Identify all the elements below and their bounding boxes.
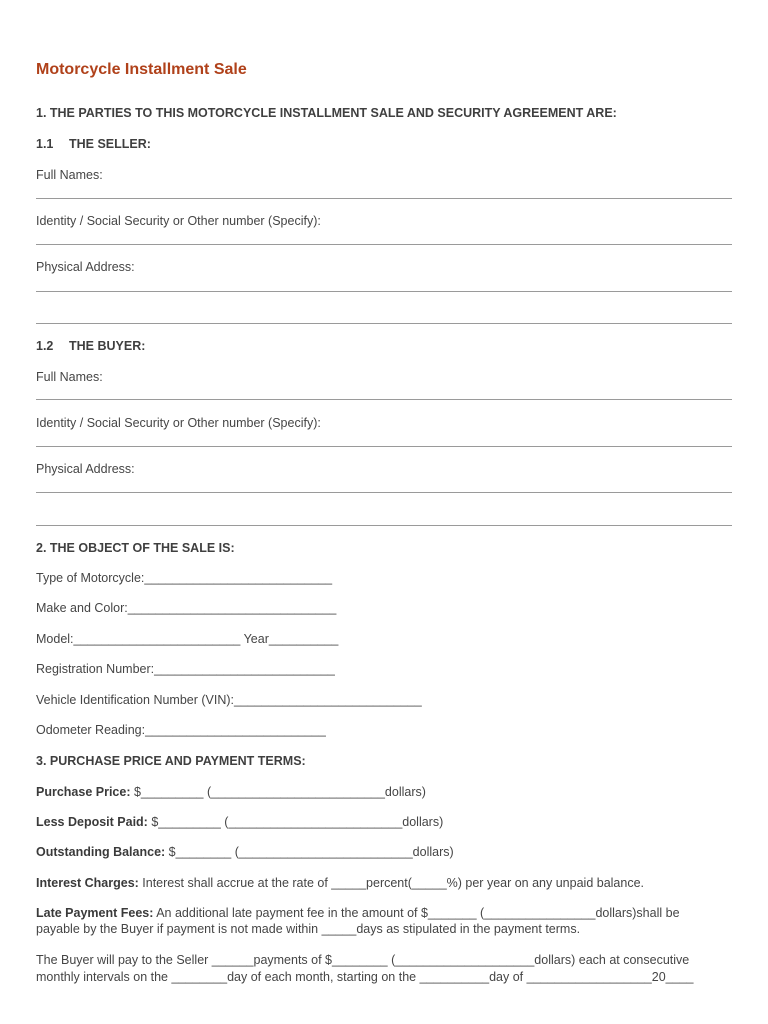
payment-schedule-line-2[interactable]: monthly intervals on the ________day of each month, starting on the __________day of __________________20____: [36, 970, 694, 984]
late-fees-line-2[interactable]: payable by the Buyer if payment is not made within _____days as stipulated in the payment terms.: [36, 922, 581, 936]
make-color-field[interactable]: Make and Color:______________________________: [36, 601, 337, 615]
late-fees-line-1[interactable]: [36, 906, 680, 920]
motorcycle-type-field[interactable]: Type of Motorcycle:___________________________: [36, 571, 333, 585]
interest-charges-label: Interest Charges:: [36, 876, 139, 890]
late-fees-label: Late Payment Fees:: [36, 906, 154, 920]
seller-address-line-2[interactable]: [36, 323, 732, 324]
deposit-paid-blanks: $_________ (_________________________dollars): [147, 815, 444, 829]
section-1-heading: 1. THE PARTIES TO THIS MOTORCYCLE INSTALLMENT SALE AND SECURITY AGREEMENT ARE:: [36, 106, 617, 120]
buyer-identity-line[interactable]: [36, 446, 732, 447]
buyer-full-names-line[interactable]: [36, 399, 732, 400]
outstanding-balance-blanks: $________ (_________________________dollars): [165, 845, 454, 859]
buyer-address-line-2[interactable]: [36, 525, 732, 526]
purchase-price-label: Purchase Price:: [36, 785, 131, 799]
outstanding-balance-label: Outstanding Balance:: [36, 845, 166, 859]
seller-full-names-line[interactable]: [36, 198, 732, 199]
outstanding-balance-field[interactable]: [36, 845, 454, 859]
seller-full-names-label: Full Names:: [36, 168, 103, 182]
seller-identity-label: Identity / Social Security or Other number (Specify):: [36, 214, 321, 228]
vin-field[interactable]: Vehicle Identification Number (VIN):___________________________: [36, 693, 422, 707]
buyer-heading: [36, 339, 145, 353]
document-title: Motorcycle Installment Sale: [36, 61, 247, 78]
seller-number: 1.1: [36, 137, 54, 151]
section-2-heading: 2. THE OBJECT OF THE SALE IS:: [36, 541, 235, 555]
odometer-field[interactable]: Odometer Reading:__________________________: [36, 723, 326, 737]
interest-charges-field[interactable]: [36, 876, 644, 890]
buyer-full-names-label: Full Names:: [36, 370, 103, 384]
payment-schedule-line-1[interactable]: The Buyer will pay to the Seller ______payments of $________ (____________________dollars) each at consecutive: [36, 953, 690, 967]
buyer-address-label: Physical Address:: [36, 462, 135, 476]
seller-heading-text: THE SELLER:: [69, 137, 151, 151]
registration-number-field[interactable]: Registration Number:__________________________: [36, 662, 335, 676]
seller-identity-line[interactable]: [36, 244, 732, 245]
deposit-paid-label: Less Deposit Paid:: [36, 815, 148, 829]
buyer-number: 1.2: [36, 339, 54, 353]
seller-address-label: Physical Address:: [36, 260, 135, 274]
buyer-heading-text: THE BUYER:: [69, 339, 146, 353]
buyer-identity-label: Identity / Social Security or Other number (Specify):: [36, 416, 321, 430]
seller-heading: [36, 137, 151, 151]
purchase-price-field[interactable]: [36, 785, 426, 799]
deposit-paid-field[interactable]: [36, 815, 443, 829]
late-fees-text-1: An additional late payment fee in the amount of $_______ (________________dollars)shall be: [153, 906, 680, 920]
seller-address-line-1[interactable]: [36, 291, 732, 292]
interest-charges-text: Interest shall accrue at the rate of _____percent(_____%) per year on any unpaid balance.: [138, 876, 645, 890]
buyer-address-line-1[interactable]: [36, 492, 732, 493]
section-3-heading: 3. PURCHASE PRICE AND PAYMENT TERMS:: [36, 754, 306, 768]
model-year-field[interactable]: Model:________________________ Year__________: [36, 632, 339, 646]
purchase-price-blanks: $_________ (_________________________dollars): [130, 785, 426, 799]
